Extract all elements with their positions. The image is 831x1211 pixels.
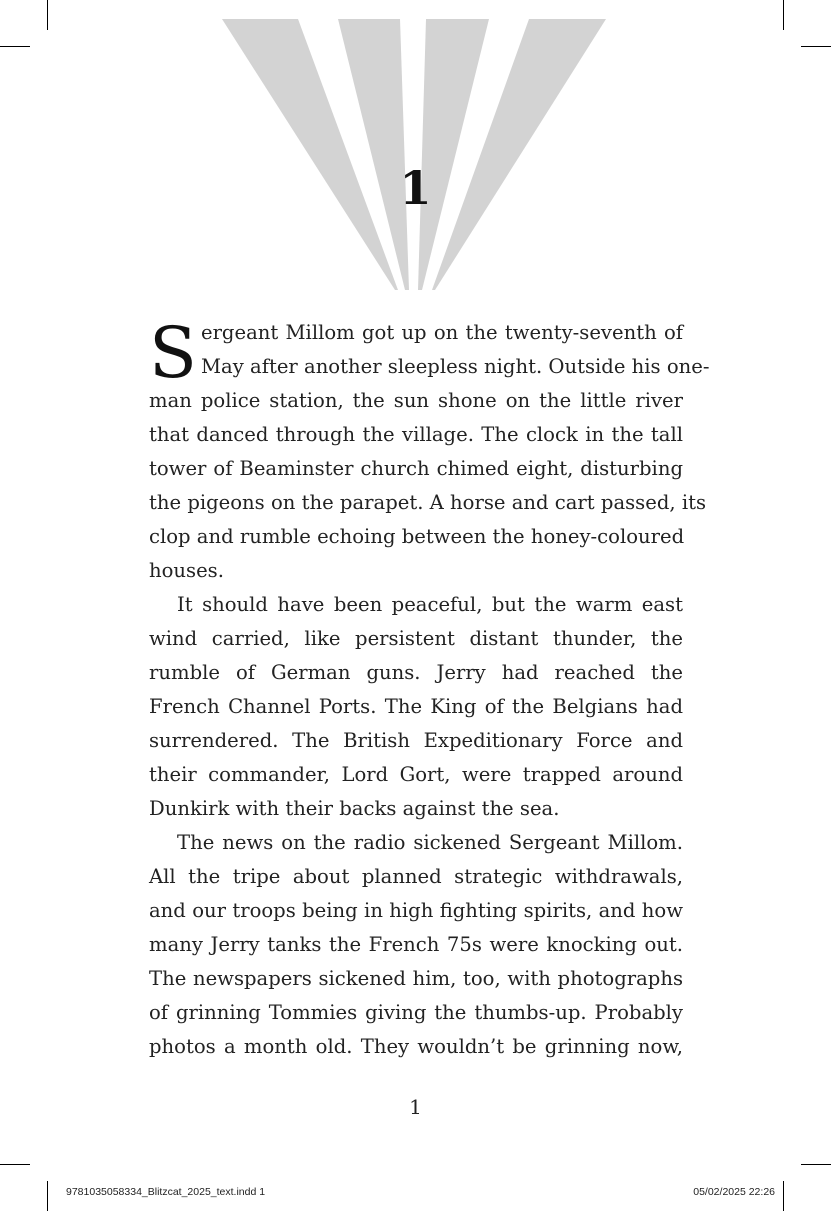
text-line: tower of Beaminster church chimed eight, disturbing [149, 457, 683, 480]
text-line: rumble of German guns. Jerry had reached the [149, 661, 683, 684]
text-line: It should have been peaceful, but the warm east [177, 593, 683, 616]
text-line: surrendered. The British Expeditionary Force and [149, 729, 683, 752]
text-line: man police station, the sun shone on the little river [149, 389, 683, 412]
crop-mark-bottom-right [783, 1181, 784, 1211]
drop-cap: S [149, 312, 197, 394]
text-line: that danced through the village. The clock in the tall [149, 423, 683, 446]
text-line: ergeant Millom got up on the twenty-seventh of [200, 321, 683, 344]
text-line: their commander, Lord Gort, were trapped around [149, 763, 683, 786]
text-line: Dunkirk with their backs against the sea. [149, 797, 560, 820]
text-line: many Jerry tanks the French 75s were knocking out. [149, 933, 683, 956]
text-line: May after another sleepless night. Outside his one- [200, 355, 710, 378]
chapter-number: 1 [399, 161, 432, 215]
crop-mark-bottom-left-h [0, 1164, 30, 1165]
paragraph-3 [149, 826, 683, 1064]
text-line: All the tripe about planned strategic withdrawals, [149, 865, 683, 888]
text-line: of grinning Tommies giving the thumbs-up. Probably [149, 1001, 683, 1024]
text-line: The newspapers sickened him, too, with photographs [149, 967, 683, 990]
crop-mark-bottom-right-h [801, 1164, 831, 1165]
paragraph-2 [149, 588, 683, 826]
text-line: photos a month old. They wouldn’t be grinning now, [149, 1035, 683, 1058]
paragraph-1 [149, 312, 710, 588]
slug-date: 05/02/2025 22:26 [693, 1186, 775, 1198]
chapter-body [149, 312, 710, 1064]
text-line: French Channel Ports. The King of the Belgians had [149, 695, 683, 718]
page-number: 1 [409, 1095, 422, 1119]
slug-filename: 9781035058334_Blitzcat_2025_text.indd 1 [66, 1186, 266, 1198]
chapter-rays-ornament [0, 0, 831, 300]
text-line: clop and rumble echoing between the honey-coloured [149, 525, 685, 548]
text-line: The news on the radio sickened Sergeant Millom. [177, 831, 683, 854]
text-line: and our troops being in high fighting spirits, and how [149, 899, 683, 922]
text-line: wind carried, like persistent distant thunder, the [149, 627, 683, 650]
crop-mark-bottom-left [47, 1181, 48, 1211]
text-line: the pigeons on the parapet. A horse and cart passed, its [149, 491, 707, 514]
text-line: houses. [149, 559, 224, 582]
